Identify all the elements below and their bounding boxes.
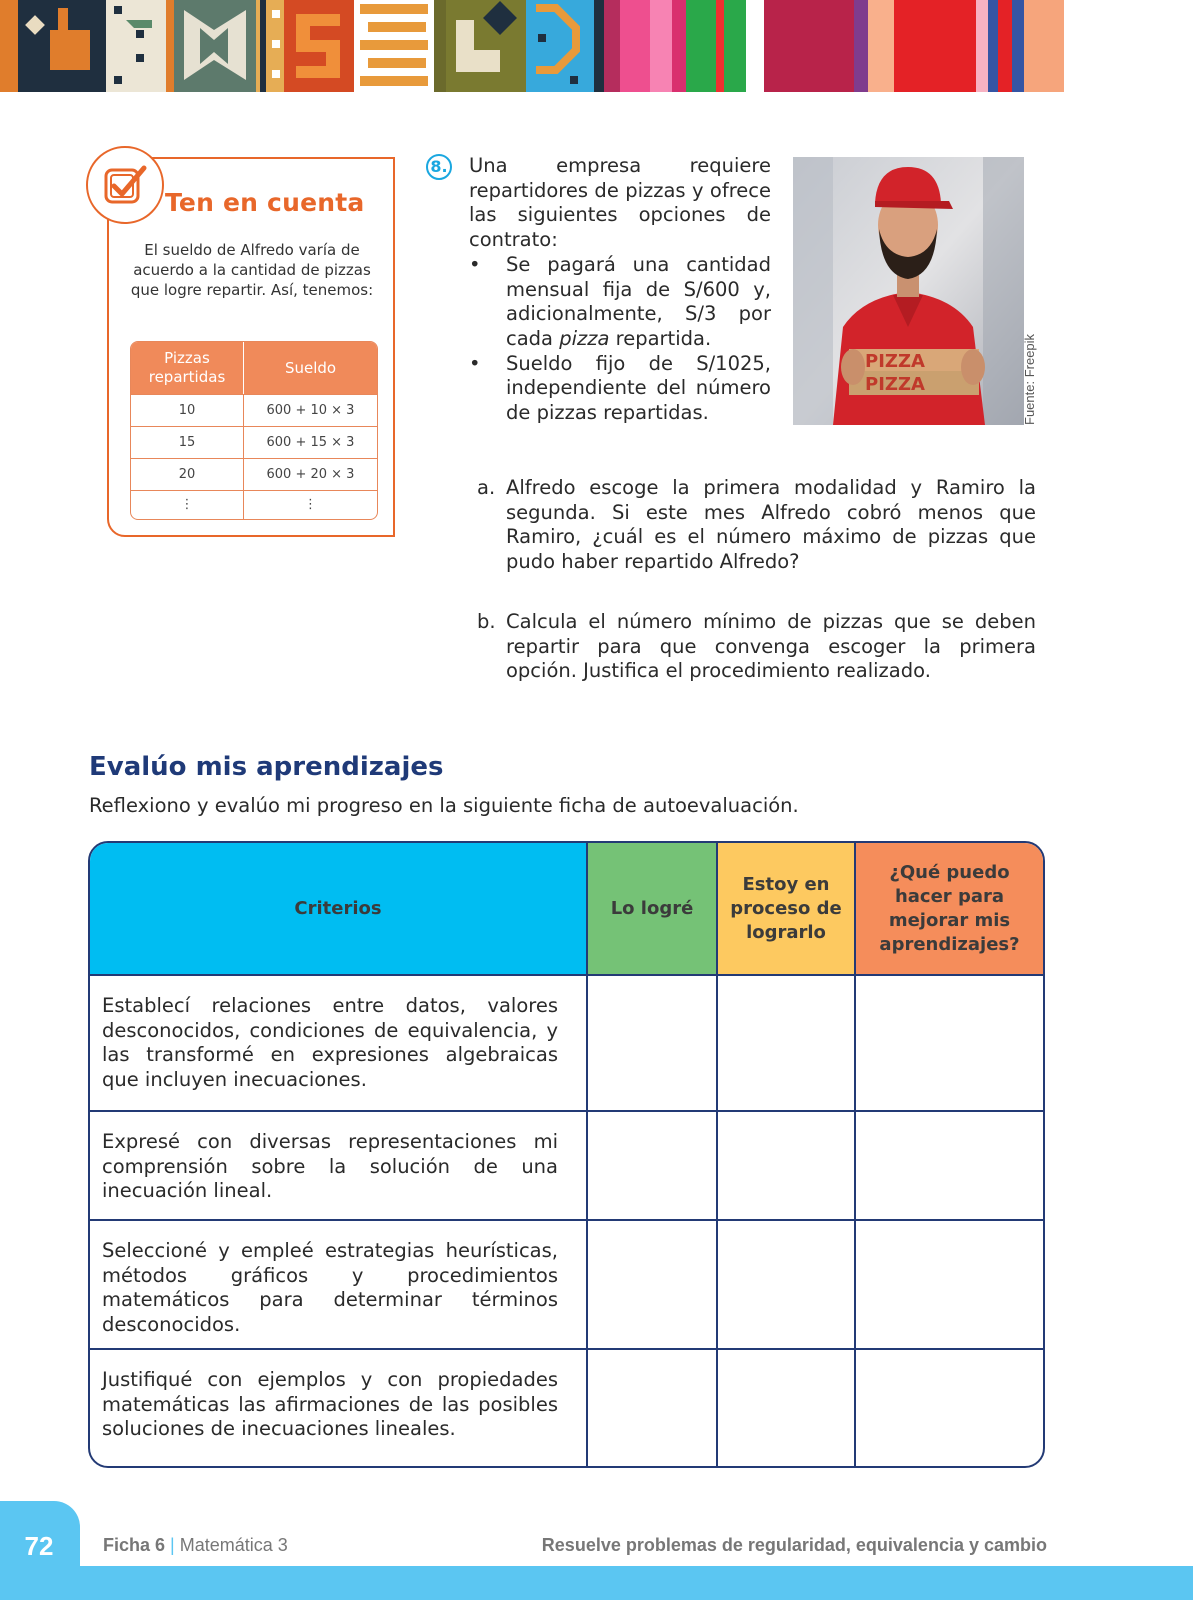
table-row (131, 490, 377, 519)
pizza-box-label: PIZZA (865, 351, 925, 372)
tip-text: El sueldo de Alfredo varía de acuerdo a la cantidad de pizzas que logre repartir. Así, tenemos: (130, 241, 374, 299)
tip-header-pizzas: Pizzas repartidas (131, 342, 244, 394)
footer-bar (0, 1566, 1193, 1600)
table-row (131, 394, 377, 426)
tip-cell-ellipsis: ⋮ (244, 490, 377, 519)
delivery-man-photo (793, 157, 1024, 425)
criterion-text: Establecí relaciones entre datos, valores desconocidos, condiciones de equivalencia, y las transformé en expresiones algebraicas que incluyen inecuaciones. (90, 975, 587, 1111)
option-2: • Sueldo fijo de S/1025, independiente del número de pizzas repartidas. (469, 351, 771, 425)
tip-cell: 15 (131, 426, 244, 458)
question-a-text: Alfredo escoge la primera modalidad y Ramiro la segunda. Si este mes Alfredo cobró menos que Ramiro, ¿cuál es el número máximo de pizzas que pudo haber repartido Alfredo? (506, 476, 1036, 574)
tip-header-sueldo: Sueldo (244, 342, 377, 394)
tip-cell: 20 (131, 458, 244, 490)
question-a-label: a. (477, 476, 496, 499)
pizza-box-label: PIZZA (865, 374, 925, 395)
option-1-emphasis: pizza (559, 326, 610, 350)
option-1: • Se pagará una cantidad mensual fija de S/600 y, adicionalmente, S/3 por cada pizza repartida. (469, 252, 771, 350)
lo-logre-cell[interactable] (587, 1220, 717, 1349)
header-criterios: Criterios (90, 843, 587, 975)
problem-number: 8. (426, 154, 452, 180)
question-b-label: b. (477, 610, 496, 633)
evaluation-intro: Reflexiono y evalúo mi progreso en la siguiente ficha de autoevaluación. (89, 794, 799, 817)
problem-intro: Una empresa requiere repartidores de pizzas y ofrece las siguientes opciones de contrato: (469, 154, 771, 252)
tip-cell: 600 + 15 × 3 (244, 426, 377, 458)
tip-cell: 10 (131, 394, 244, 426)
decorative-banner (0, 0, 1193, 92)
question-b-text: Calcula el número mínimo de pizzas que se deben repartir para que convenga escoger la primera opción. Justifica el procedimiento realizado. (506, 610, 1036, 683)
en-proceso-cell[interactable] (717, 1349, 855, 1467)
table-row (90, 975, 1043, 1111)
mejorar-cell[interactable] (855, 975, 1043, 1111)
tip-cell: 600 + 10 × 3 (244, 394, 377, 426)
question-b (477, 610, 1036, 684)
mejorar-cell[interactable] (855, 1111, 1043, 1220)
footer-separator: | (170, 1535, 175, 1555)
tip-cell-ellipsis: ⋮ (131, 490, 244, 519)
tip-cell: 600 + 20 × 3 (244, 458, 377, 490)
en-proceso-cell[interactable] (717, 1111, 855, 1220)
table-row (90, 1220, 1043, 1349)
table-row (131, 426, 377, 458)
header-en-proceso: Estoy en proceso de lograrlo (717, 843, 855, 975)
tip-table (130, 341, 378, 520)
footer-competency: Resuelve problemas de regularidad, equivalencia y cambio (541, 1535, 1047, 1555)
lo-logre-cell[interactable] (587, 1111, 717, 1220)
table-row (131, 458, 377, 490)
footer-subject: Matemática 3 (179, 1535, 288, 1555)
lo-logre-cell[interactable] (587, 1349, 717, 1467)
header-lo-logre: Lo logré (587, 843, 717, 975)
problem-body (469, 154, 771, 426)
criterion-text: Expresé con diversas representaciones mi comprensión sobre la solución de una inecuación lineal. (90, 1111, 587, 1220)
evaluation-table (90, 843, 1043, 1467)
evaluation-table-frame (88, 841, 1045, 1468)
evaluation-title: Evalúo mis aprendizajes (89, 752, 444, 782)
en-proceso-cell[interactable] (717, 975, 855, 1111)
checkbox-check-icon (102, 162, 150, 210)
option-1-text-b: repartida. (609, 326, 712, 350)
table-row (90, 1111, 1043, 1220)
header-que-puedo-hacer: ¿Qué puedo hacer para mejorar mis aprendizajes? (855, 843, 1043, 975)
mejorar-cell[interactable] (855, 1220, 1043, 1349)
page-number: 72 (24, 1531, 54, 1561)
criterion-text: Seleccioné y empleé estrategias heurísticas, métodos gráficos y procedimientos matemáticos para determinar términos desconocidos. (90, 1220, 587, 1349)
tip-badge (86, 146, 164, 224)
tip-title: Ten en cuenta (165, 188, 365, 217)
photo-credit: Fuente: Freepik (1022, 333, 1037, 425)
footer-course (103, 1535, 288, 1556)
mejorar-cell[interactable] (855, 1349, 1043, 1467)
table-row (90, 1349, 1043, 1467)
option-1-text-a: Se pagará una cantidad mensual fija de S/600 y, adicionalmente, S/3 por cada (506, 252, 771, 350)
en-proceso-cell[interactable] (717, 1220, 855, 1349)
option-2-text: Sueldo fijo de S/1025, independiente del número de pizzas repartidas. (506, 351, 771, 425)
criterion-text: Justifiqué con ejemplos y con propiedades matemáticas las afirmaciones de las posibles soluciones de inecuaciones lineales. (90, 1349, 587, 1467)
footer-ficha: Ficha 6 (103, 1535, 166, 1555)
question-a (477, 476, 1036, 575)
lo-logre-cell[interactable] (587, 975, 717, 1111)
